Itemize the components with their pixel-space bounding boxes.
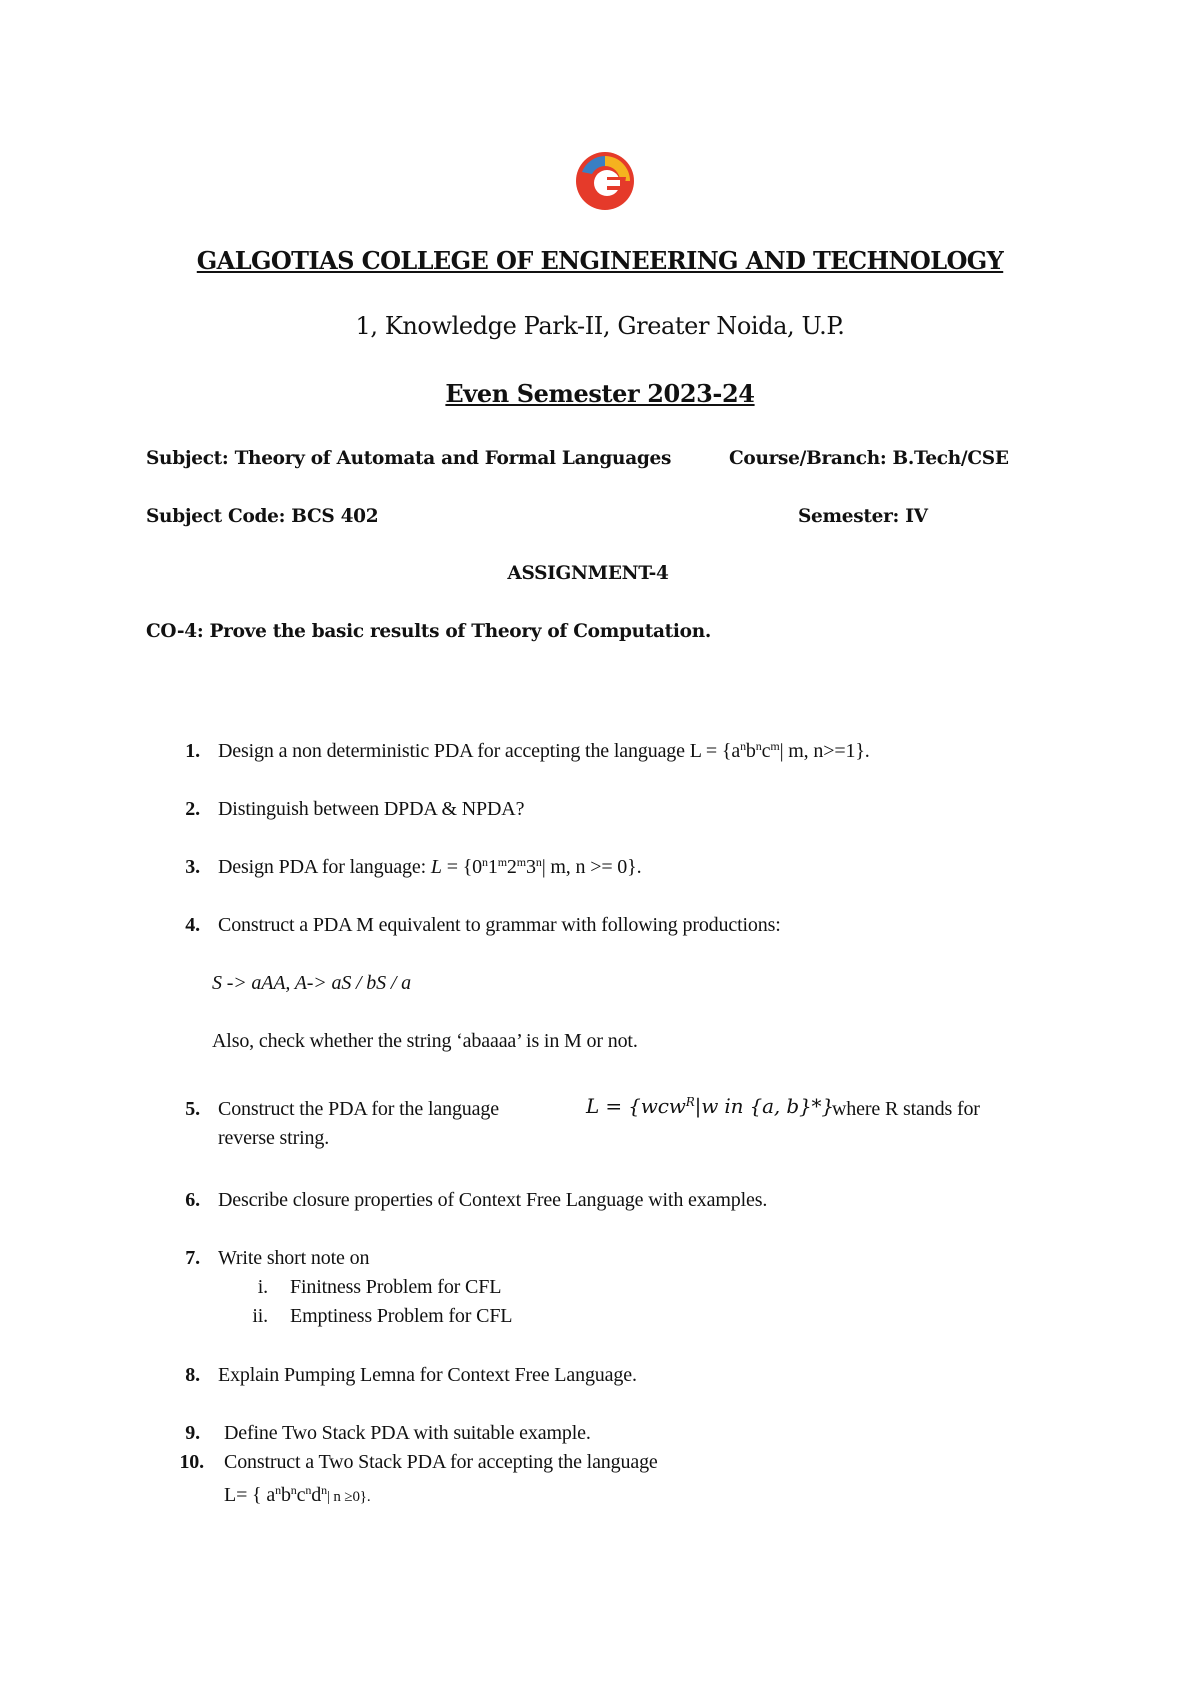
question-text-tail: where R stands for [832, 1098, 980, 1120]
language-formula: L = {wcw$^R$|w in {a, b}*} [586, 1094, 834, 1118]
sub-item-text: Emptiness Problem for CFL [290, 1305, 513, 1327]
question-number: 6. [185, 1189, 200, 1211]
question-number: 2. [185, 798, 200, 820]
assignment-title: ASSIGNMENT-4 [507, 563, 669, 584]
question-text: Design a non deterministic PDA for accepting the language $L = \{a^nb^nc^m|$ m, n>=1}. [218, 739, 870, 762]
question-text: Write short note on [218, 1247, 370, 1269]
sub-item-number: i. [257, 1276, 268, 1298]
question-text: Describe closure properties of Context Free Language with examples. [218, 1189, 768, 1211]
question-5 [160, 1094, 1060, 1158]
subject-code: Subject Code: BCS 402 [146, 506, 379, 527]
question-text-line2: reverse string. [218, 1127, 330, 1149]
semester-title: Even Semester 2023-24 [445, 379, 755, 408]
question-text: Construct a Two Stack PDA for accepting the language [224, 1451, 658, 1473]
question-number: 7. [185, 1247, 200, 1269]
question-text: Explain Pumping Lemna for Context Free Language. [218, 1364, 637, 1386]
question-number: 10. [179, 1451, 204, 1473]
college-logo [574, 150, 636, 212]
semester-label: Semester: IV [798, 506, 928, 527]
question-number: 9. [185, 1422, 200, 1444]
question-4 [160, 914, 1060, 1064]
question-subtext: Also, check whether the string ‘abaaaa’ is in M or not. [212, 1030, 638, 1052]
subject-label: Subject: Theory of Automata and Formal Languages [146, 448, 672, 469]
college-name: GALGOTIAS COLLEGE OF ENGINEERING AND TECHNOLOGY [196, 246, 1004, 275]
branch-label: Course/Branch: B.Tech/CSE [729, 448, 1009, 469]
question-text: Design PDA for language: $L = \{0^n1^m2^m3^n|$ m, n >= 0}. [218, 855, 642, 878]
question-text: Construct the PDA for the language [218, 1098, 499, 1120]
question-7 [160, 1247, 1060, 1337]
course-outcome: CO-4: Prove the basic results of Theory of Computation. [146, 621, 711, 642]
sub-item-text: Finitness Problem for CFL [290, 1276, 502, 1298]
grammar-productions: S -> aAA, A-> aS / bS / a [212, 972, 411, 994]
question-number: 4. [185, 914, 200, 936]
question-text: Define Two Stack PDA with suitable example. [224, 1422, 591, 1444]
question-number: 3. [185, 856, 200, 878]
sub-item-number: ii. [252, 1305, 268, 1327]
college-address: 1, Knowledge Park-II, Greater Noida, U.P. [355, 312, 845, 340]
question-number: 5. [185, 1098, 200, 1120]
question-number: 1. [185, 740, 200, 762]
language-formula: L= { $a^nb^nc^nd^n|$ n ≥0}. [224, 1483, 371, 1506]
question-number: 8. [185, 1364, 200, 1386]
question-10 [160, 1451, 1060, 1521]
question-text: Construct a PDA M equivalent to grammar with following productions: [218, 914, 781, 936]
question-text: Distinguish between DPDA & NPDA? [218, 798, 525, 820]
